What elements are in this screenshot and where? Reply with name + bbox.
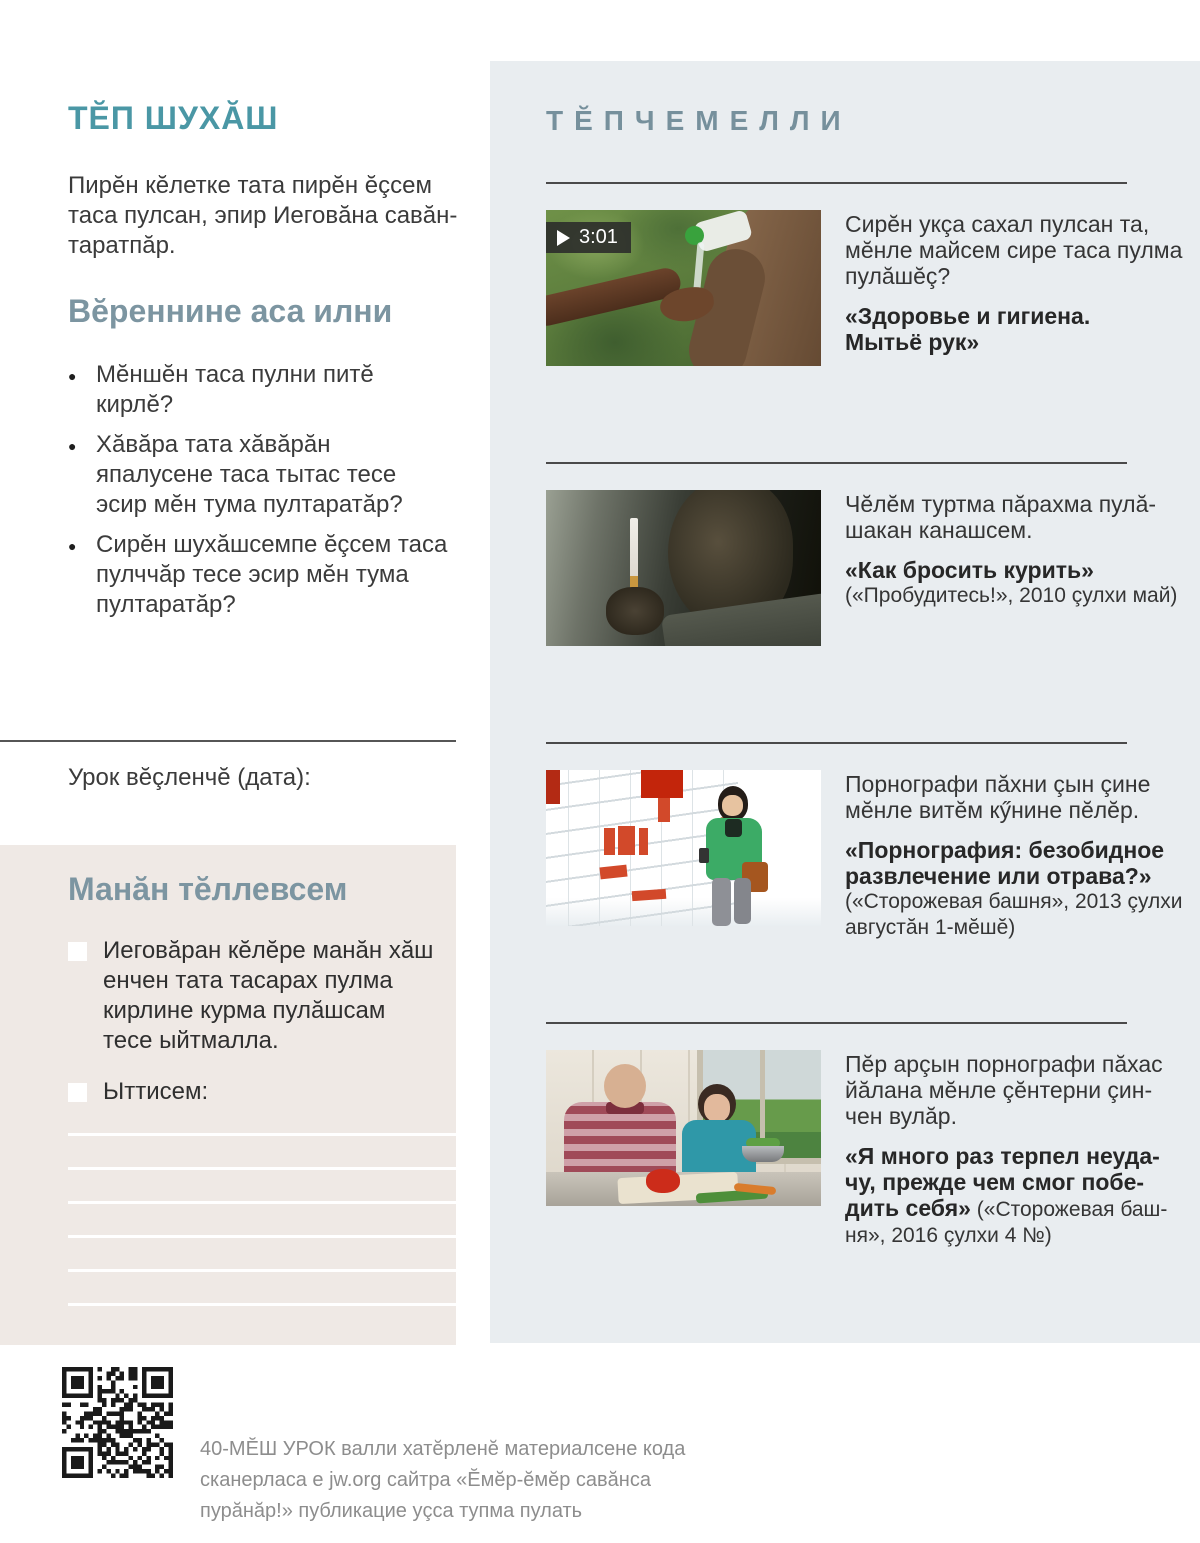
section-text	[845, 211, 1183, 355]
red-pepper-shape	[646, 1169, 680, 1193]
red-book-shape	[546, 770, 560, 804]
write-in-line[interactable]	[68, 1235, 456, 1238]
review-section-heading: Вĕреннине аса илни	[68, 293, 393, 329]
desc-line: шакан канашсем.	[845, 517, 1033, 543]
woman-face-shape	[704, 1094, 730, 1122]
desc-line: Сирĕн укçа сахал пулсан та,	[845, 211, 1150, 237]
review-question-list	[68, 360, 450, 630]
cigarette-shape	[630, 518, 638, 578]
inner-shirt-shape	[725, 819, 742, 837]
publication-title-line: развлечение или отрава?»	[845, 863, 1152, 889]
face-shape	[722, 795, 743, 816]
publication-title-line: «Порнография: безобидное	[845, 837, 1165, 863]
source-line: августăн 1-мĕшĕ)	[845, 916, 1016, 939]
video-duration: 3:01	[579, 226, 618, 248]
desc-line: Чĕлĕм туртма пăрахма пулă-	[845, 491, 1157, 517]
paragraph-line: таратпăр.	[68, 232, 176, 259]
desc-line: пулăшĕç?	[845, 263, 951, 289]
play-icon	[557, 230, 570, 246]
video-thumbnail-handwashing[interactable]	[546, 210, 821, 366]
paragraph-line: Пирĕн кĕлетке тата пирĕн ĕçсем	[68, 172, 432, 199]
goal-other-label: Ыттисем:	[103, 1078, 209, 1105]
leg-shape	[734, 878, 751, 924]
publication-title-line: «Как бросить курить»	[845, 557, 1094, 583]
source-line: («Пробудитесь!», 2010 çулхи май)	[845, 584, 1178, 607]
footer-line: сканерласа е jw.org сайтра «Ĕмĕр-ĕмĕр савăнса	[200, 1469, 651, 1491]
source-line: ня», 2016 çулхи 4 №)	[845, 1224, 1052, 1247]
write-in-line[interactable]	[68, 1303, 456, 1306]
source-line: («Сторожевая башня», 2013 çулхи	[845, 890, 1183, 913]
red-book-shape	[641, 770, 683, 798]
section-divider	[546, 462, 1127, 464]
main-theme-paragraph	[68, 171, 457, 261]
section-divider	[546, 1022, 1127, 1024]
review-question: ● Хăвăра тата хăвăрăн япалусене таса тытас тесе эсир мĕн тума пултаратăр?	[68, 430, 450, 520]
lesson-completed-date-label: Урок вĕçленчĕ (дата):	[68, 764, 311, 791]
my-goals-box	[0, 845, 456, 1345]
goal-line: кирлине курма пулăшсам	[103, 997, 386, 1024]
footer-instructions	[200, 1434, 685, 1527]
goal-line: Иеговăран кĕлĕре манăн хăш	[103, 937, 434, 964]
left-column-divider	[0, 740, 456, 742]
article-thumbnail-pornography[interactable]	[546, 770, 821, 926]
desc-line: Пĕр арçын порнографи пăхас	[845, 1051, 1163, 1077]
desc-line: чен вулăр.	[845, 1103, 957, 1129]
window-bar-shape	[760, 1050, 765, 1152]
leg-shape	[712, 878, 731, 926]
publication-title-end: дить себя»	[845, 1195, 971, 1221]
write-in-line[interactable]	[68, 1133, 456, 1136]
red-book-shape	[658, 798, 670, 822]
phone-shape	[699, 848, 709, 863]
red-book-shape	[618, 826, 635, 855]
section-text	[845, 491, 1178, 609]
review-question: ● Мĕншĕн таса пулни питĕ кирлĕ?	[68, 360, 450, 420]
man-head-shape	[604, 1064, 646, 1108]
source-start: («Сторожевая баш-	[970, 1198, 1168, 1221]
write-in-line[interactable]	[68, 1269, 456, 1272]
write-in-line[interactable]	[68, 1201, 456, 1204]
red-book-shape	[604, 828, 615, 855]
section-text	[845, 1051, 1168, 1249]
publication-title-line: «Я много раз терпел неуда-	[845, 1143, 1160, 1169]
article-thumbnail-quit-smoking[interactable]	[546, 490, 821, 646]
man-illustration	[696, 786, 780, 926]
desc-line: мĕнле витĕм кӳнине пĕлĕр.	[845, 797, 1140, 823]
paragraph-line: таса пулсан, эпир Иеговăна савăн-	[68, 202, 458, 229]
main-theme-heading: ТĔП ШУХĂШ	[68, 100, 279, 136]
qr-code	[62, 1367, 173, 1478]
footer-line: пурăнăр!» публикацие уçса тупма пулать	[200, 1500, 583, 1522]
red-book-shape	[639, 828, 648, 855]
goal-checkbox[interactable]	[68, 942, 87, 961]
publication-title-line: «Здоровье и гигиена.	[845, 303, 1091, 329]
dig-deeper-heading: ТĔПЧЕМЕЛЛИ	[546, 105, 852, 136]
section-divider	[546, 182, 1127, 184]
section-text	[845, 771, 1183, 941]
hand-shape	[606, 587, 664, 635]
desc-line: Порнографи пăхни çын çине	[845, 771, 1151, 797]
goal-checkbox-other[interactable]	[68, 1083, 87, 1102]
arm-shape	[546, 265, 683, 328]
title-and-source-line	[845, 1195, 1168, 1223]
review-question: ● Сирĕн шухăшсемпе ĕçсем таса пулччăр тесе эсир мĕн тума пултаратăр?	[68, 530, 450, 620]
publication-title-line: Мытьё рук»	[845, 329, 980, 355]
desc-line: мĕнле майсем сире таса пулма	[845, 237, 1183, 263]
article-thumbnail-couple-kitchen[interactable]	[546, 1050, 821, 1206]
dig-deeper-panel	[490, 61, 1200, 1343]
bowl-shape	[742, 1146, 784, 1162]
goal-item-text	[103, 936, 433, 1056]
footer-line: 40-МĔШ УРОК валли хатĕрленĕ материалсене кода	[200, 1438, 686, 1460]
desc-line: йăлана мĕнле çĕнтерни çин-	[845, 1077, 1153, 1103]
goal-line: тесе ыйтмалла.	[103, 1027, 279, 1054]
goal-line: енчен тата тасарах пулма	[103, 967, 393, 994]
write-in-line[interactable]	[68, 1167, 456, 1170]
goals-heading: Манăн тĕллевсем	[68, 871, 348, 907]
section-divider	[546, 742, 1127, 744]
video-duration-badge	[546, 222, 631, 253]
publication-title-line: чу, прежде чем смог побе-	[845, 1169, 1145, 1195]
